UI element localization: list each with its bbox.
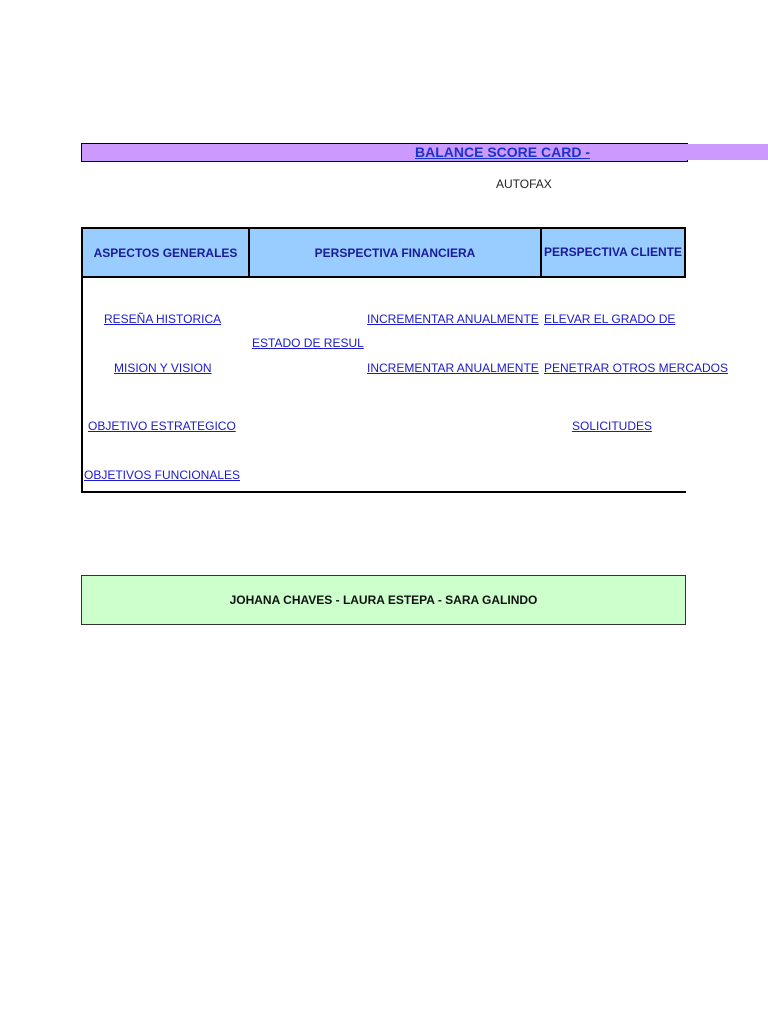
link-incrementar-anualmente-1[interactable]: INCREMENTAR ANUALMENTE	[367, 312, 539, 326]
link-incrementar-anualmente-2[interactable]: INCREMENTAR ANUALMENTE	[367, 361, 539, 375]
column-header-perspectiva-financiera: PERSPECTIVA FINANCIERA	[250, 229, 542, 278]
link-resena-historica[interactable]: RESEÑA HISTORICA	[104, 312, 222, 326]
column-header-perspectiva-cliente: PERSPECTIVA CLIENTE	[542, 229, 686, 278]
company-name: AUTOFAX	[496, 177, 552, 191]
link-penetrar-mercados[interactable]: PENETRAR OTROS MERCADOS	[544, 361, 729, 375]
authors-text: JOHANA CHAVES - LAURA ESTEPA - SARA GALINDO	[229, 593, 538, 607]
link-mision-vision[interactable]: MISION Y VISION	[114, 361, 212, 375]
title-bar	[81, 143, 688, 162]
link-elevar-grado[interactable]: ELEVAR EL GRADO DE	[544, 312, 676, 326]
page-title[interactable]: BALANCE SCORE CARD -	[415, 144, 590, 160]
authors-box	[81, 575, 686, 625]
link-estado-resultados[interactable]: ESTADO DE RESUL	[252, 336, 364, 350]
link-solicitudes[interactable]: SOLICITUDES	[572, 419, 653, 433]
title-bar-extension	[686, 144, 768, 160]
column-header-aspectos-generales: ASPECTOS GENERALES	[83, 229, 250, 278]
link-objetivos-funcionales[interactable]: OBJETIVOS FUNCIONALES	[84, 468, 241, 482]
link-objetivo-estrategico[interactable]: OBJETIVO ESTRATEGICO	[88, 419, 236, 433]
